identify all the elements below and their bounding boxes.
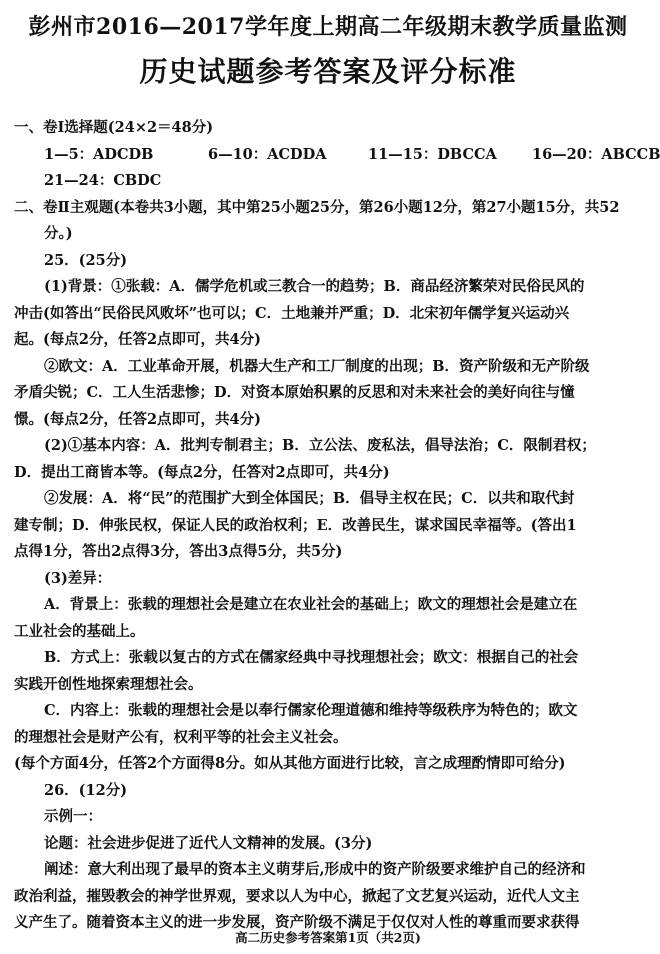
- text-line: 点得1分，答出2点得3分，答出3点得5分，共5分): [14, 543, 343, 560]
- text-line: C．内容上：张载的理想社会是以奉行儒家伦理道德和维持等级秩序为特色的；欧文: [44, 702, 578, 719]
- question-25-title: 25．(25分): [44, 251, 128, 269]
- text-line: B．方式上：张载以复古的方式在儒家经典中寻找理想社会；欧文：根据自己的社会: [44, 649, 579, 666]
- text-line: 建专制；D．伸张民权，保证人民的政治权利；E．改善民生，谋求国民幸福等。(答出1: [14, 516, 577, 534]
- section2-heading: 二、卷Ⅱ主观题(本卷共3小题，其中第25小题25分，第26小题12分，第27小题15分，共52: [14, 198, 620, 216]
- text-line: (3)差异：: [44, 569, 112, 587]
- text-line: 义产生了。随着资本主义的进一步发展，资产阶级不满足于仅仅对人性的尊重而要求获得: [14, 914, 580, 931]
- text-line: 矛盾尖锐；C．工人生活悲惨；D．对资本原始积累的反思和对未来社会的美好向往与憧: [14, 384, 575, 401]
- choice-answers-row: [14, 142, 660, 169]
- document-body: [14, 115, 660, 937]
- document-title: 彭州市2016—2017学年度上期高二年级期末教学质量监测: [28, 14, 628, 40]
- text-line: 工业社会的基础上。: [14, 622, 145, 640]
- text-line: 的理想社会是财产公有，权利平等的社会主义社会。: [14, 728, 348, 746]
- text-line: 政治利益，摧毁教会的神学世界观，要求以人为中心，掀起了文艺复兴运动，近代人文主: [14, 887, 580, 905]
- document-subtitle: 历史试题参考答案及评分标准: [139, 55, 517, 88]
- scoring-note: (每个方面4分，任答2个方面得8分。如从其他方面进行比较，言之成理酌情即可给分): [14, 755, 566, 772]
- text-line: D．提出工商皆本等。(每点2分，任答对2点即可，共4分): [14, 463, 390, 481]
- text-line: (1)背景：①张载：A．儒学危机或三教合一的趋势；B．商品经济繁荣对民俗民风的: [44, 278, 585, 295]
- text-line: 憬。(每点2分，任答2点即可，共4分): [14, 410, 261, 428]
- answer-group: 1—5：ADCDB: [44, 145, 154, 163]
- page-footer: 高二历史参考答案第1页（共2页): [235, 930, 421, 945]
- text-line: 起。(每点2分，任答2点即可，共4分): [14, 331, 261, 348]
- answer-group: 11—15：DBCCA: [368, 145, 497, 163]
- text-line: 阐述：意大利出现了最早的资本主义萌芽后,形成中的资产阶级要求维护自己的经济和: [44, 861, 586, 878]
- section2-heading-cont: 分。): [44, 225, 73, 242]
- text-line: ②欧文：A．工业革命开展，机器大生产和工厂制度的出现；B．资产阶级和无产阶级: [44, 357, 590, 375]
- answer-group: 16—20：ABCCB: [532, 145, 660, 163]
- text-line: 冲击(如答出“民俗民风败坏”也可以；C．土地兼并严重；D．北宋初年儒学复兴运动兴: [14, 304, 570, 322]
- text-line: A．背景上：张载的理想社会是建立在农业社会的基础上；欧文的理想社会是建立在: [44, 596, 578, 613]
- question-26-title: 26．(12分): [44, 781, 128, 799]
- choice-answers-row-2: 21—24：CBDC: [44, 172, 162, 189]
- answer-group: 6—10：ACDDA: [208, 145, 327, 163]
- text-line: 实践开创性地探索理想社会。: [14, 675, 203, 693]
- text-line: (2)①基本内容：A．批判专制君主；B．立公法、废私法，倡导法治；C．限制君权；: [44, 437, 596, 454]
- text-line: ②发展：A．将“民”的范围扩大到全体国民；B．倡导主权在民；C．以共和取代封: [44, 490, 575, 507]
- text-line: 论题：社会进步促进了近代人文精神的发展。(3分): [44, 834, 373, 852]
- section1-heading: 一、卷Ⅰ选择题(24×2＝48分): [14, 119, 214, 136]
- text-line: 示例一：: [44, 808, 102, 825]
